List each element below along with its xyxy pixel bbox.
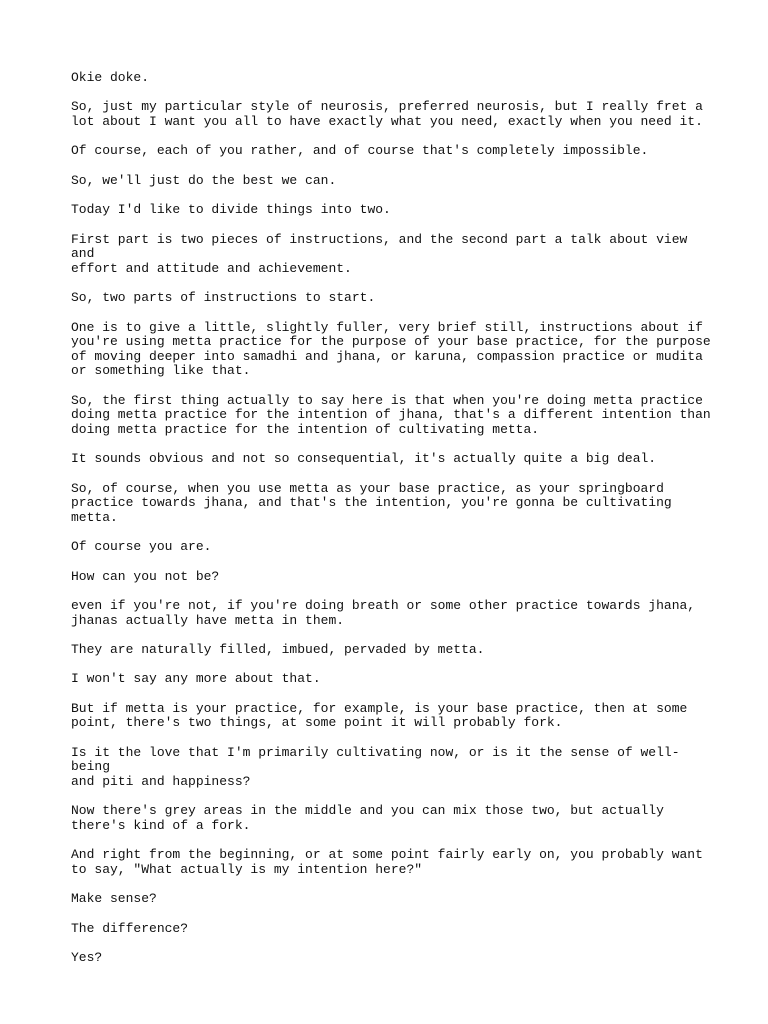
paragraph: So, two parts of instructions to start. (71, 290, 376, 306)
paragraph: So, of course, when you use metta as your base practice, as your springboard practice towards jhana, and that's the intention, you're gonna be cultivating metta. (71, 480, 672, 525)
paragraph: Make sense? (71, 891, 157, 907)
paragraph: They are naturally filled, imbued, pervaded by metta. (71, 642, 485, 657)
paragraph: So, just my particular style of neurosis, preferred neurosis, but I really fret a lot about I want you all to have exactly what you need, exactly when you need it. (71, 99, 703, 129)
paragraph: Today I'd like to divide things into two. (71, 202, 391, 218)
paragraph: How can you not be? (71, 568, 220, 584)
paragraph: Yes? (71, 950, 103, 966)
paragraph: Is it the love that I'm primarily cultivating now, or is it the sense of well-being and piti and happiness? (71, 744, 680, 789)
paragraph: I won't say any more about that. (71, 671, 321, 687)
paragraph: Of course you are. (71, 539, 212, 555)
paragraph: Of course, each of you rather, and of course that's completely impossible. (71, 143, 649, 159)
paragraph: So, we'll just do the best we can. (71, 172, 337, 188)
document-page (71, 71, 711, 980)
paragraph: Okie doke. (71, 70, 150, 85)
paragraph: But if metta is your practice, for example, is your base practice, then at some point, there's two things, at some point it will probably fork. (71, 700, 688, 731)
paragraph: It sounds obvious and not so consequential, it's actually quite a big deal. (71, 451, 657, 467)
paragraph: First part is two pieces of instructions, and the second part a talk about view and effort and attitude and achievement. (71, 231, 688, 276)
paragraph: The difference? (71, 920, 189, 936)
paragraph: And right from the beginning, or at some point fairly early on, you probably want to say, "What actually is my intention here?" (71, 847, 703, 877)
paragraph: One is to give a little, slightly fuller, very brief still, instructions about if you're using metta practice for the purpose of your base practice, for the purpose of moving deeper into samadhi and jhana, or karuna, compassion practice or mudita or something like that. (71, 319, 711, 379)
paragraph: Now there's grey areas in the middle and you can mix those two, but actually there's kind of a fork. (71, 803, 664, 833)
paragraph: So, the first thing actually to say here is that when you're doing metta practice doing metta practice for the intention of jhana, that's a different intention than doing metta practice for the intention of cultivating metta. (71, 392, 711, 437)
paragraph: even if you're not, if you're doing breath or some other practice towards jhana, jhanas actually have metta in them. (71, 598, 696, 628)
